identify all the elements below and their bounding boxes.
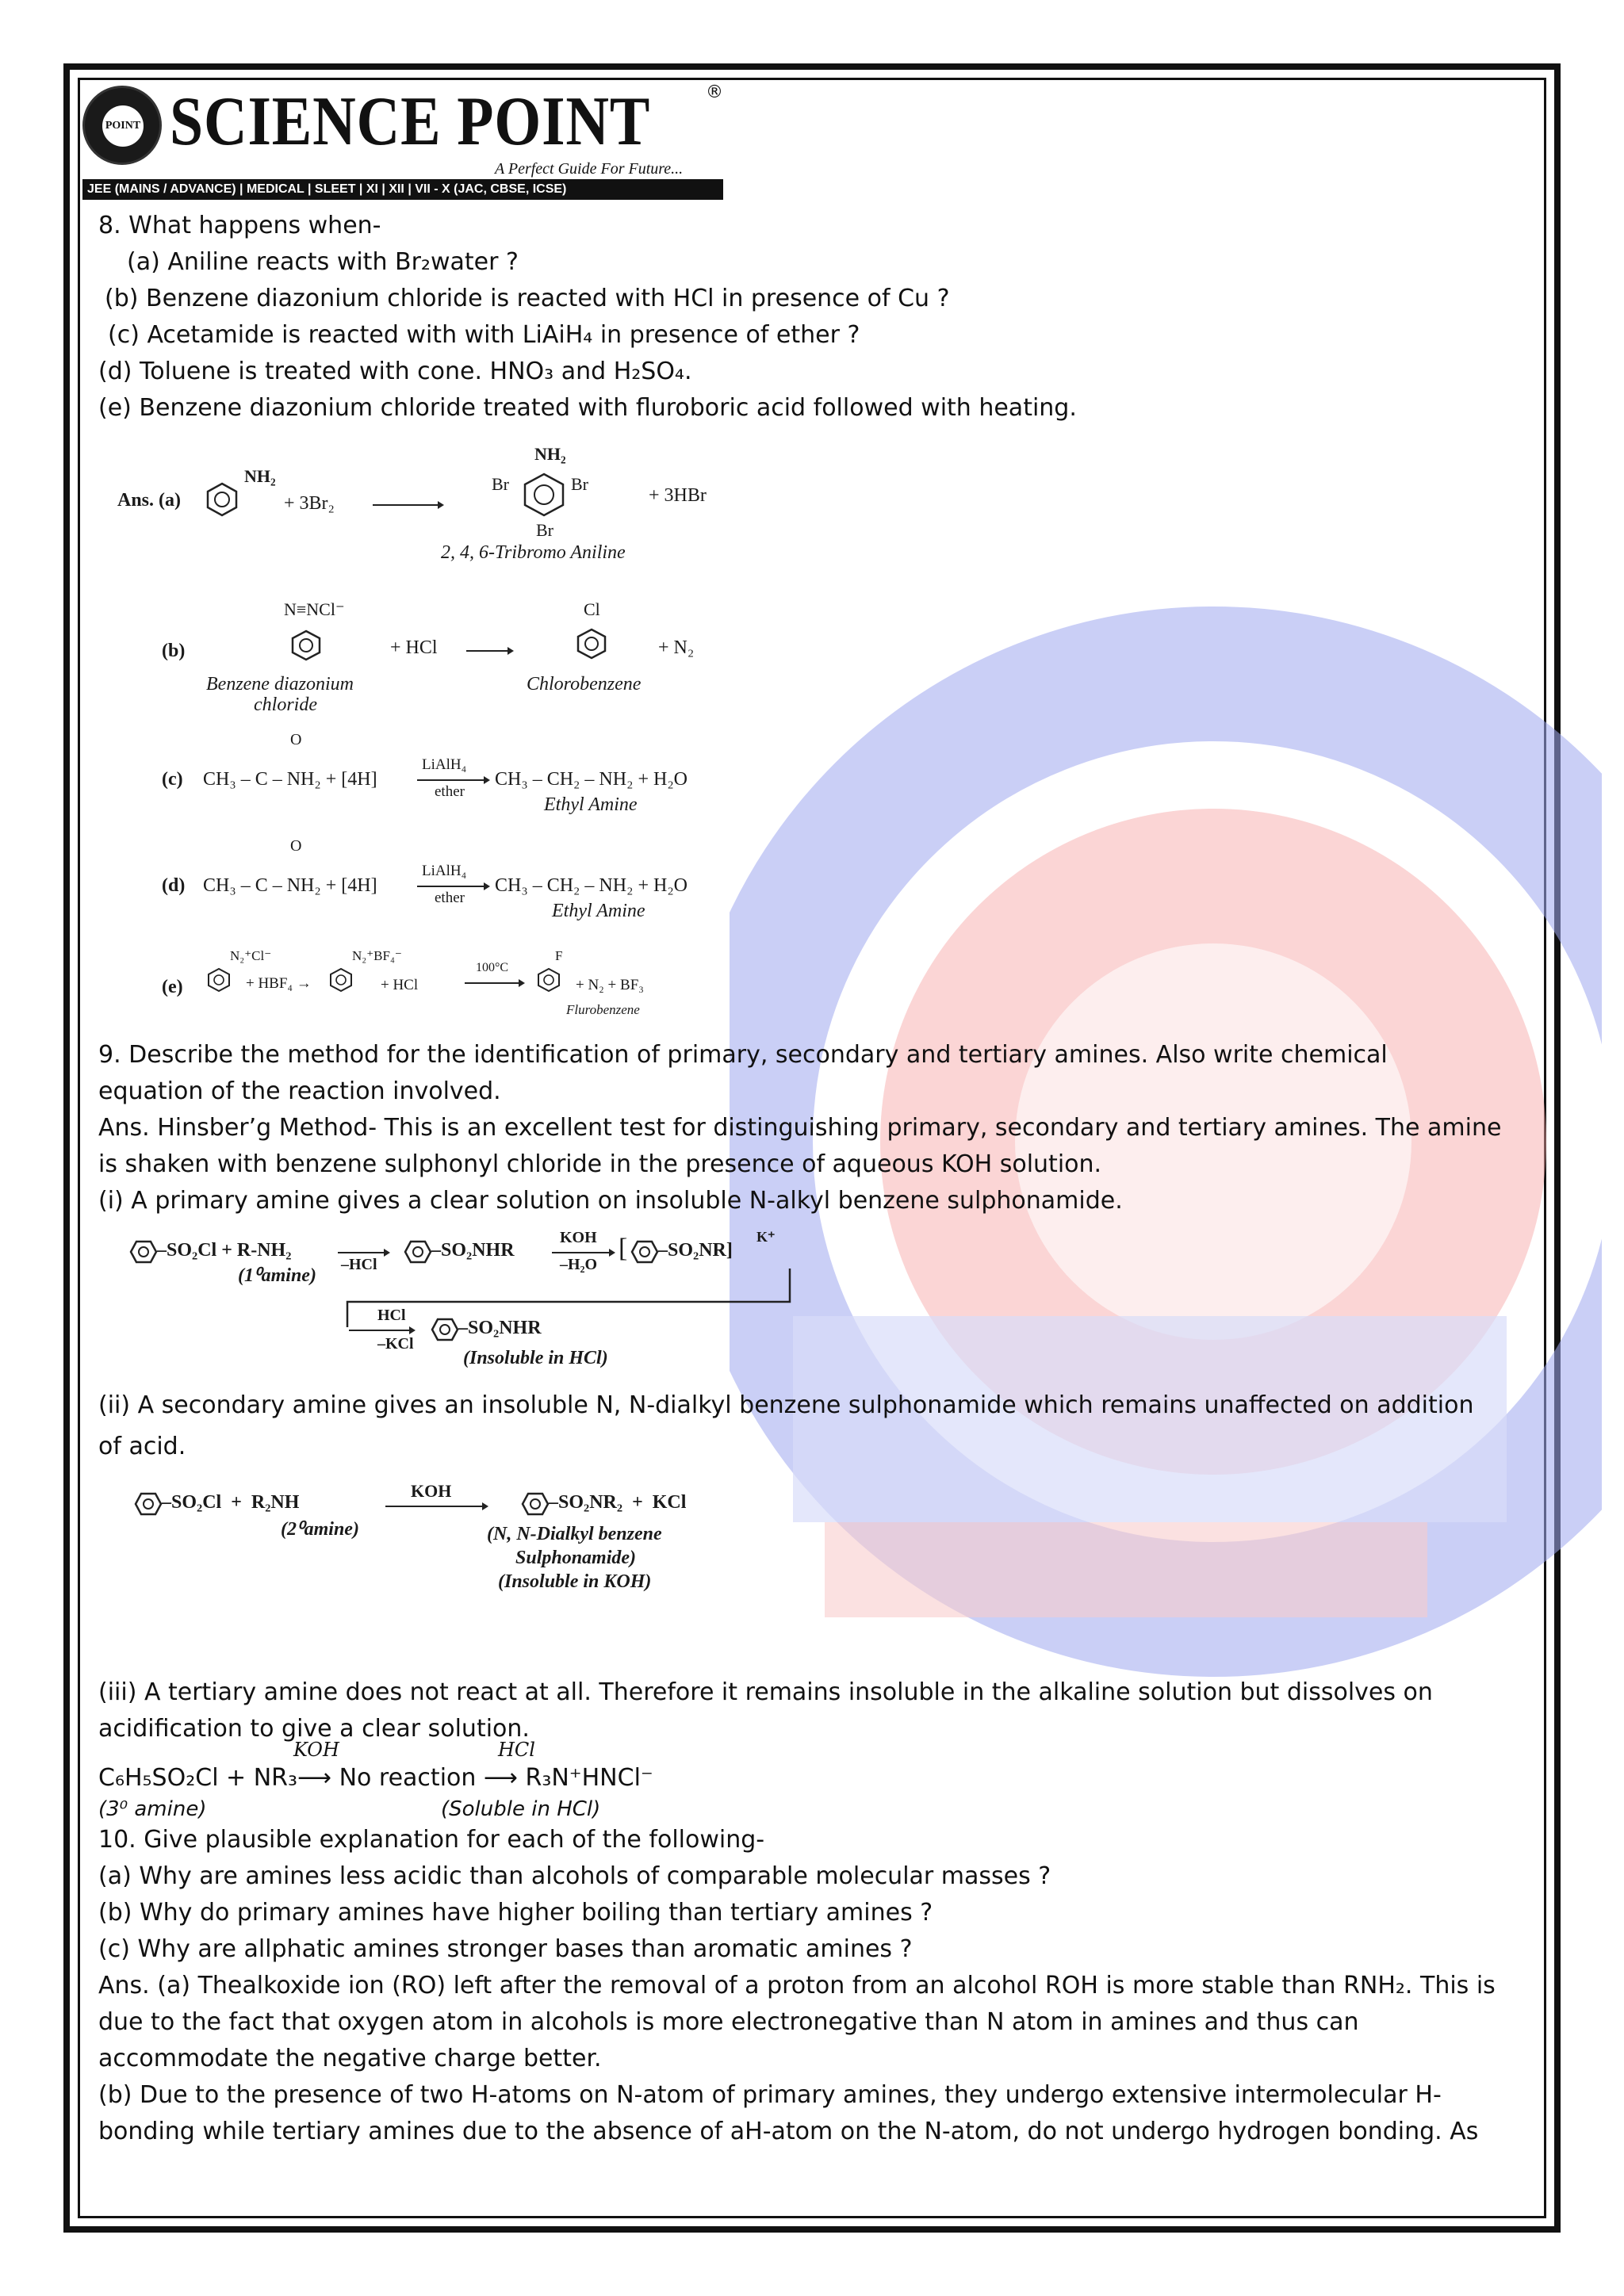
scheme-i-bracket: [ [619,1234,628,1263]
scheme-i-reactant: –SO₂Cl + R-NH₂ [157,1240,292,1261]
ans8-e-label: (e) [162,977,183,997]
scheme-ii-koh: KOH [411,1481,452,1501]
ans8-a-reactant: NH₂ [244,466,276,486]
benzene-ring-icon [536,967,561,993]
ans8-c-equation: CH₃ – C – NH₂ + [4H] [203,769,377,790]
reaction-arrow-icon [338,1248,390,1257]
q10-answer-a-line3: accommodate the negative charge better. [98,2045,602,2072]
registered-mark: ® [706,82,723,102]
benzene-ring-icon [206,967,232,993]
q10-part-a: (a) Why are amines less acidic than alcohols of comparable molecular masses ? [98,1862,1051,1890]
ans8-d-oxygen: O [290,837,302,855]
q9-eq-hcl: HCl [498,1739,535,1761]
scheme-ii-product-note-3: (Insoluble in KOH) [498,1571,652,1592]
scheme-ii-product-note-1: (N, N-Dialkyl benzene [487,1524,662,1544]
q8-part-a: (a) Aniline reacts with Br₂water ? [127,248,519,276]
ans8-b-diazo-group: N≡NCl⁻ [284,599,345,619]
ans8-e-byproduct: + N₂ + BF₃ [576,977,644,993]
ans8-d-product: CH₃ – CH₂ – NH₂ + H₂O [495,875,688,896]
ans8-b-reactant-name: Benzene diazonium [206,674,354,695]
ans8-d-equation: CH₃ – C – NH₂ + [4H] [203,875,377,896]
q9-secondary-amine-line2: of acid. [98,1433,186,1460]
benzene-ring-icon [205,482,239,517]
reaction-arrow-icon [349,1326,416,1335]
q8-part-b: (b) Benzene diazonium chloride is reacted with HCl in presence of Cu ? [105,285,950,312]
ans8-a-br-bottom: Br [536,520,553,540]
scheme-i-hcl: HCl [377,1307,406,1324]
q9-answer-line2: is shaken with benzene sulphonyl chloride in the presence of aqueous KOH solution. [98,1150,1102,1178]
scheme-i-product-3-note: (Insoluble in HCl) [463,1348,608,1368]
ans8-e-group-3: F [555,948,563,963]
ans8-a-product-name: 2, 4, 6-Tribromo Aniline [441,542,626,563]
ans8-e-temperature: 100°C [476,961,509,974]
science-point-logo-icon [82,86,162,165]
reaction-arrow-icon [466,645,514,656]
q9-tertiary-amine-line1: (iii) A tertiary amine does not react at all. Therefore it remains insoluble in the alkaline solution but dissolves on [98,1678,1433,1706]
ans8-d-solvent: ether [435,890,465,906]
scheme-ii-product: –SO₂NR₂ + KCl [549,1492,687,1513]
ans8-c-label: (c) [162,769,183,790]
benzene-ring-icon [522,473,566,517]
scheme-secondary-amine [135,1481,769,1616]
ans8-b-reagent: + HCl [390,637,438,658]
benzene-ring-icon [631,1240,658,1264]
reaction-arrow-icon [465,978,525,988]
ans8-d-product-name: Ethyl Amine [552,901,645,921]
ans8-d-label: (d) [162,875,186,896]
reaction-arrow-icon [385,1502,488,1511]
ans8-c-product-name: Ethyl Amine [544,794,638,815]
q9-secondary-amine-line1: (ii) A secondary amine gives an insoluble N, N-dialkyl benzene sulphonamide which remains unaffected on addition [98,1391,1474,1419]
q10-answer-a-line2: due to the fact that oxygen atom in alcohols is more electronegative than N atom in amines and thus can [98,2008,1359,2036]
ans8-e-reagent-2: + HCl [381,977,419,993]
ans8-a-byproduct: + 3HBr [649,485,707,506]
benzene-ring-icon [130,1240,157,1264]
scheme-i-product-1: –SO₂NHR [431,1240,515,1261]
q8-part-e: (e) Benzene diazonium chloride treated with fluroboric acid followed with heating. [98,394,1077,422]
reaction-arrow-icon [373,499,444,511]
ans8-a-br-left: Br [492,474,509,494]
benzene-ring-icon [404,1240,431,1264]
q9-primary-amine: (i) A primary amine gives a clear solution on insoluble N-alkyl benzene sulphonamide. [98,1187,1123,1215]
ans8-a-reagent: + 3Br₂ [284,493,335,514]
ans8-a-product-group: NH₂ [534,444,566,464]
q8-part-c: (c) Acetamide is reacted with with LiAiH₄ in presence of ether ? [108,321,860,349]
q9-title-line1: 9. Describe the method for the identification of primary, secondary and tertiary amines. Also write chemical [98,1041,1388,1069]
ans8-b-label: (b) [162,641,186,661]
q10-answer-a-line1: Ans. (a) Thealkoxide ion (RO) left after the removal of a proton from an alcohol ROH is more stable than RNH₂. This is [98,1972,1496,1999]
q9-tertiary-equation: C₆H₅SO₂Cl + NR₃⟶ No reaction ⟶ R₃N⁺HNCl⁻ [98,1764,653,1792]
scheme-i-kcl: –KCl [377,1335,414,1353]
scheme-ii-reactant: –SO₂Cl + R₂NH [162,1492,300,1513]
scheme-i-condition-1: –HCl [341,1256,377,1273]
scheme-i-potassium: K⁺ [756,1229,776,1245]
scheme-i-return-path [346,1269,795,1332]
q9-eq-note-soluble: (Soluble in HCl) [441,1797,601,1821]
ans8-e-product-name: Flurobenzene [566,1002,640,1017]
brand-header [82,82,733,201]
ans8-e-reagent-1: + HBF₄ → [246,975,312,992]
q10-answer-b-line1: (b) Due to the presence of two H-atoms on N-atom of primary amines, they undergo extensive intermolecular H- [98,2081,1442,2109]
ans8-e-group-2: N₂⁺BF₄⁻ [352,948,402,963]
ans8-b-product-name: Chlorobenzene [527,674,642,695]
scheme-i-product-3: –SO₂NHR [458,1318,542,1338]
benzene-ring-icon [522,1492,549,1516]
scheme-primary-amine [119,1229,801,1387]
scheme-ii-amine-note: (2⁰amine) [281,1519,359,1540]
course-strip: JEE (MAINS / ADVANCE) | MEDICAL | SLEET | XI | XII | VII - X (JAC, CBSE, ICSE) [82,179,723,200]
ans8-d-catalyst: LiAlH₄ [422,863,467,879]
q8-title: 8. What happens when- [98,212,381,239]
ans8-b-product-group: Cl [584,599,600,619]
ans8-c-product: CH₃ – CH₂ – NH₂ + H₂O [495,769,688,790]
q9-answer-line1: Ans. Hinsber’g Method- This is an excellent test for distinguishing primary, secondary and tertiary amines. The amine [98,1114,1502,1142]
ans8-e-group-1: N₂⁺Cl⁻ [230,948,272,963]
ans8-c-catalyst: LiAlH₄ [422,756,467,773]
scheme-ii-product-note-2: Sulphonamide) [515,1548,637,1568]
scheme-i-koh: KOH [560,1229,597,1246]
q10-answer-b-line2: bonding while tertiary amines due to the absence of aH-atom on the N-atom, do not undergo hydrogen bonding. As [98,2118,1479,2145]
q9-tertiary-amine-line2: acidification to give a clear solution. [98,1715,530,1743]
q9-eq-note-amine: (3⁰ amine) [98,1797,207,1821]
ans8-b-reactant-name-2: chloride [254,695,317,715]
q10-part-b: (b) Why do primary amines have higher boiling than tertiary amines ? [98,1899,933,1927]
q10-part-c: (c) Why are allphatic amines stronger bases than aromatic amines ? [98,1935,913,1963]
benzene-ring-icon [328,967,354,993]
ans8-a-br-right: Br [571,474,588,494]
brand-tagline: A Perfect Guide For Future... [495,160,684,178]
scheme-i-amine-note: (1⁰amine) [238,1265,316,1286]
benzene-ring-icon [431,1318,458,1341]
ans8-b-byproduct: + N₂ [658,637,695,658]
scheme-i-water: –H₂O [560,1256,598,1273]
scheme-i-product-2: –SO₂NR] [658,1240,733,1261]
ans8-c-oxygen: O [290,731,302,748]
q10-title: 10. Give plausible explanation for each of the following- [98,1826,765,1854]
benzene-ring-icon [290,629,322,661]
brand-name: SCIENCE POINT [170,83,651,160]
benzene-ring-icon [576,628,607,660]
benzene-ring-icon [135,1492,162,1516]
answer8-reactions [111,444,761,1031]
ans8-c-solvent: ether [435,783,465,800]
q9-title-line2: equation of the reaction involved. [98,1077,501,1105]
logo-text: POINT [102,105,144,147]
ans8-a-label: Ans. (a) [117,490,182,511]
q9-eq-koh: KOH [293,1739,339,1761]
q8-part-d: (d) Toluene is treated with cone. HNO₃ and H₂SO₄. [98,358,692,385]
